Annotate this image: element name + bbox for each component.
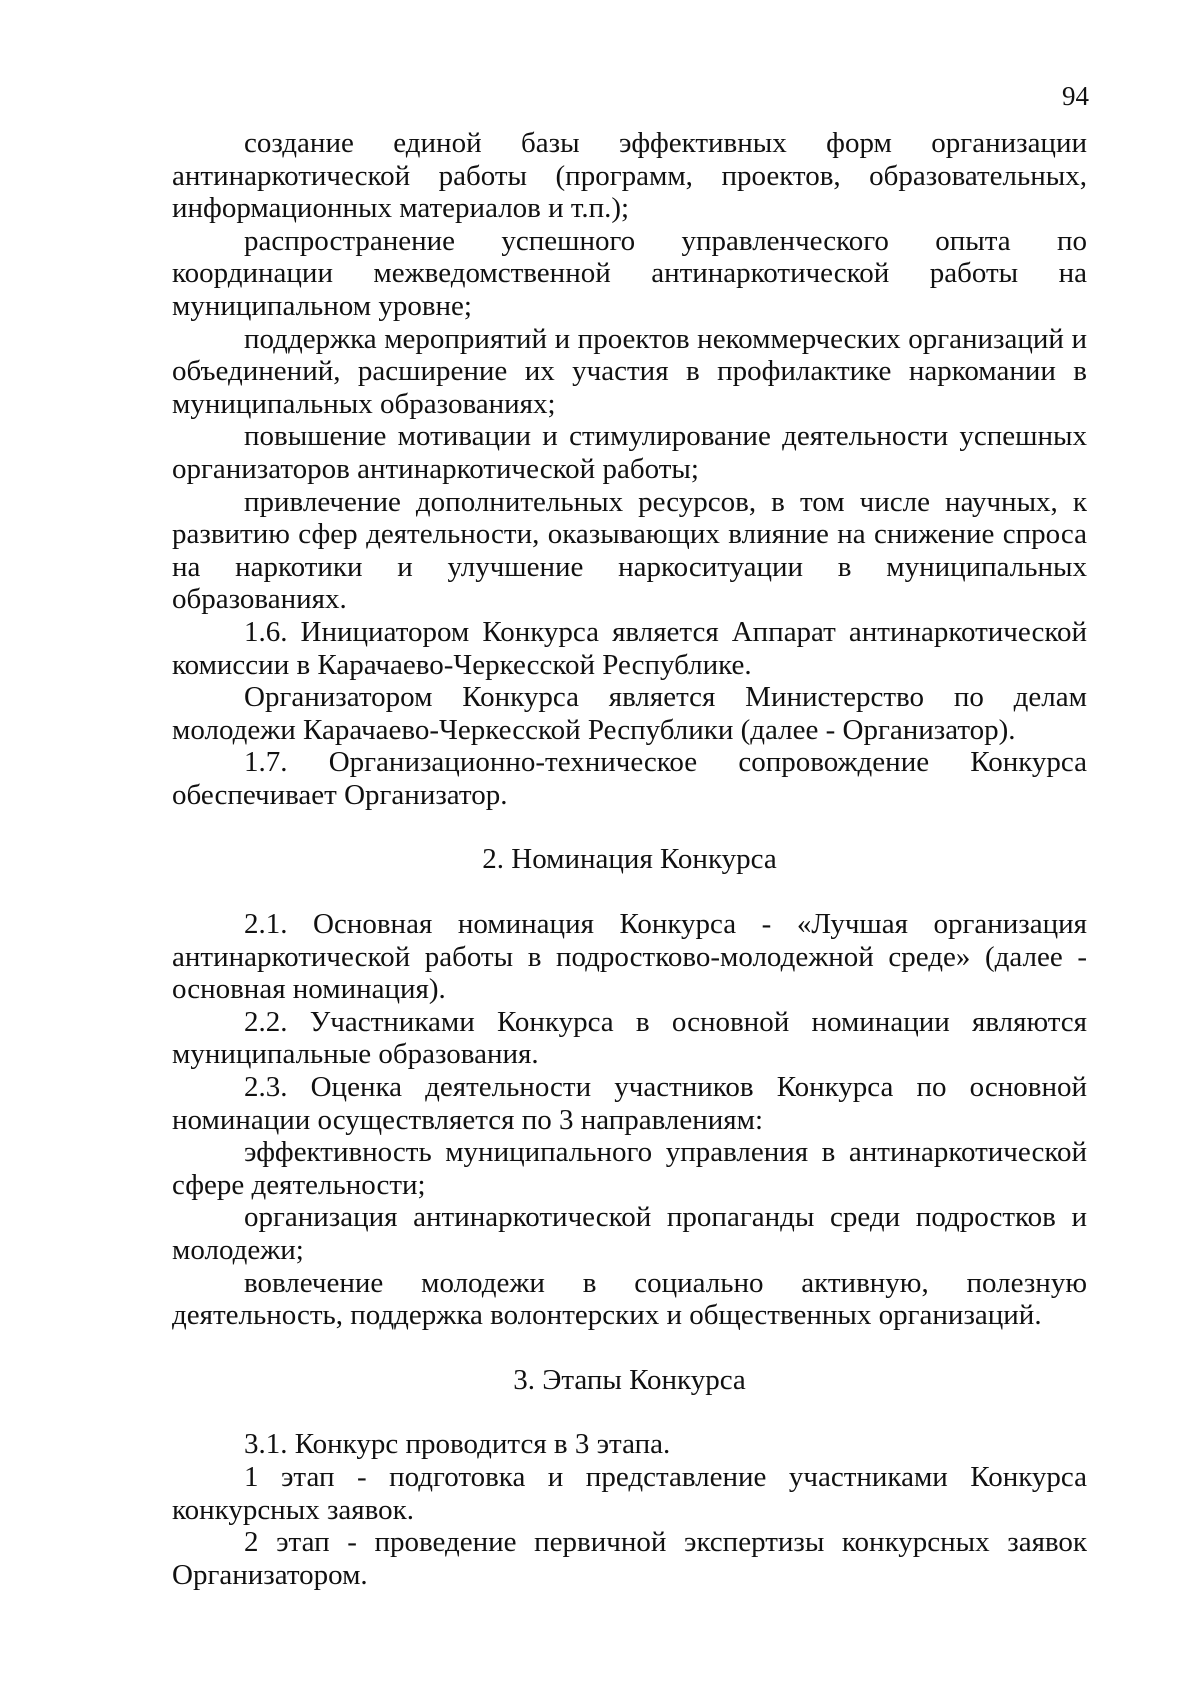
paragraph: создание единой базы эффективных форм организации антинаркотической работы (программ, проектов, образовательных, информационных материалов и т.п.);	[172, 127, 1087, 225]
paragraph: повышение мотивации и стимулирование деятельности успешных организаторов антинаркотической работы;	[172, 420, 1087, 485]
paragraph: 2.2. Участниками Конкурса в основной номинации являются муниципальные образования.	[172, 1005, 1087, 1071]
paragraph: Организатором Конкурса является Министерство по делам молодежи Карачаево-Черкесской Республики (далее - Организатор).	[172, 681, 1087, 746]
paragraph: эффективность муниципального управления в антинаркотической сфере деятельности;	[172, 1136, 1087, 1201]
paragraph: организация антинаркотической пропаганды среди подростков и молодежи;	[172, 1201, 1087, 1266]
paragraph: 2.1. Основная номинация Конкурса - «Лучшая организация антинаркотической работы в подростково-молодежной среде» (далее - основная номинация).	[172, 908, 1087, 1006]
section-heading-stages: 3. Этапы Конкурса	[513, 1363, 746, 1396]
paragraph: 2 этап - проведение первичной экспертизы конкурсных заявок Организатором.	[172, 1526, 1087, 1591]
section-heading-nomination: 2. Номинация Конкурса	[482, 843, 777, 876]
paragraph: 2.3. Оценка деятельности участников Конкурса по основной номинации осуществляется по 3 направлениям:	[172, 1071, 1087, 1136]
paragraph: 1.6. Инициатором Конкурса является Аппарат антинаркотической комиссии в Карачаево-Черкесской Республике.	[172, 615, 1087, 681]
paragraph: распространение успешного управленческого опыта по координации межведомственной антинаркотической работы на муниципальном уровне;	[172, 224, 1087, 322]
paragraph: вовлечение молодежи в социально активную, полезную деятельность, поддержка волонтерских и общественных организаций.	[172, 1266, 1087, 1332]
page-number: 94	[1062, 81, 1089, 111]
paragraph: привлечение дополнительных ресурсов, в том числе научных, к развитию сфер деятельности, оказывающих влияние на снижение спроса на наркотики и улучшение наркоситуации в муниципальных образованиях.	[172, 485, 1087, 616]
paragraph: 1 этап - подготовка и представление участниками Конкурса конкурсных заявок.	[172, 1460, 1087, 1526]
paragraph: 1.7. Организационно-техническое сопровождение Конкурса обеспечивает Организатор.	[172, 746, 1087, 811]
document-body	[172, 127, 1087, 1591]
paragraph: поддержка мероприятий и проектов некоммерческих организаций и объединений, расширение их участия в профилактике наркомании в муниципальных образованиях;	[172, 322, 1087, 420]
paragraph: 3.1. Конкурс проводится в 3 этапа.	[244, 1428, 671, 1461]
